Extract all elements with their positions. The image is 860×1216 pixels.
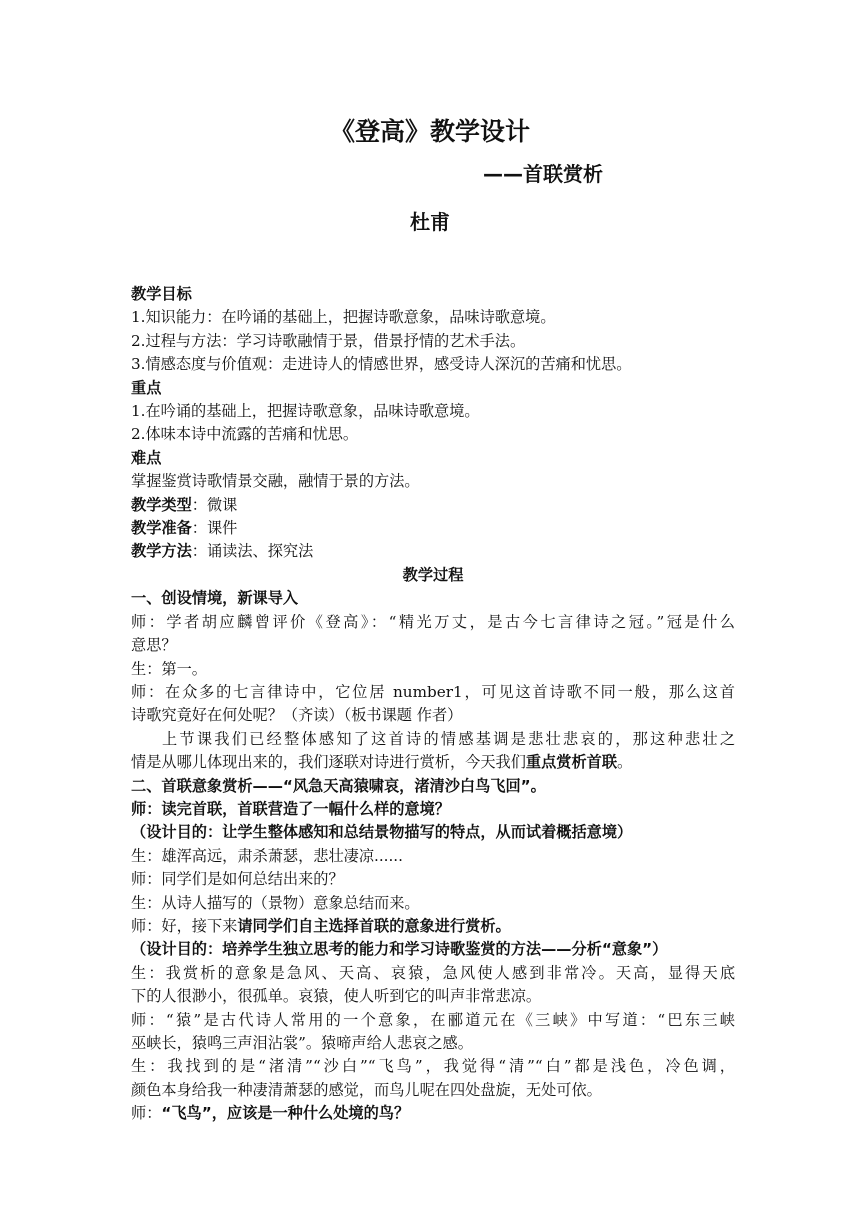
- paragraph-line: 上节课我们已经整体感知了这首诗的情感基调是悲壮悲哀的，那这种悲壮之: [162, 729, 735, 748]
- process-heading: 教学过程: [402, 565, 464, 584]
- teaching-prep-value: ：课件: [191, 519, 238, 538]
- teacher-question: [131, 1102, 735, 1125]
- teacher-question: 师：同学们是如何总结出来的？: [131, 870, 344, 889]
- text-run: 师：: [131, 1104, 162, 1123]
- goal-item: 2.过程与方法：学习诗歌融情于景，借景抒情的艺术手法。: [131, 331, 526, 350]
- emphasis-text: 重点赏析首联: [525, 753, 617, 772]
- section-heading: 二、首联意象赏析——“风急天高猿啸哀，渚清沙白鸟飞回”。: [131, 776, 546, 795]
- section-heading: 一、创设情境，新课导入: [131, 589, 299, 608]
- teacher-question: 师：读完首联，首联营造了一幅什么样的意境？: [131, 799, 450, 818]
- paragraph-line: 生：第一。: [131, 659, 207, 678]
- paragraph-line: 师：在众多的七言律诗中，它位居 number1，可见这首诗歌不同一般，那么这首: [131, 682, 735, 701]
- student-answer: 生：雄浑高远，肃杀萧瑟，悲壮凄凉......: [131, 846, 403, 865]
- document-title: 《登高》教学设计: [329, 117, 530, 146]
- teaching-method: [131, 540, 735, 563]
- paragraph-line: 诗歌究竟好在何处呢？（齐读）（板书课题 作者）: [131, 706, 463, 725]
- author-name: 杜甫: [410, 210, 450, 234]
- document-body: [131, 283, 735, 1126]
- text-run: 情是从哪儿体现出来的，我们逐联对诗进行赏析，今天我们: [131, 753, 526, 772]
- paragraph-line: 颜色本身给我一种凄清萧瑟的感觉，而鸟儿呢在四处盘旋，无处可依。: [131, 1080, 602, 1099]
- text-run: 。: [617, 753, 633, 772]
- key-points-heading: 重点: [131, 378, 162, 397]
- teaching-type-value: ：微课: [191, 495, 238, 514]
- teaching-method-label: 教学方法: [131, 542, 192, 561]
- paragraph-line: 下的人很渺小，很孤单。哀猿，使人听到它的叫声非常悲凉。: [131, 987, 542, 1006]
- goal-item: 3.情感态度与价值观：走进诗人的情感世界，感受诗人深沉的苦痛和忧思。: [131, 355, 632, 374]
- paragraph-line: 巫峡长，猿鸣三声泪沾裳”。猿啼声给人悲哀之感。: [131, 1034, 473, 1052]
- paragraph-line: 意思？: [131, 636, 177, 655]
- goals-heading: 教学目标: [131, 285, 192, 303]
- text-run: 师：好，接下来: [131, 916, 238, 935]
- key-point-item: 1.在吟诵的基础上，把握诗歌意象，品味诗歌意境。: [131, 402, 480, 421]
- teaching-method-value: ：诵读法、探究法: [191, 542, 314, 561]
- difficulty-item: 掌握鉴赏诗歌情景交融，融情于景的方法。: [131, 472, 420, 491]
- design-purpose: （设计目的：培养学生独立思考的能力和学习诗歌鉴赏的方法——分析“意象”）: [131, 940, 668, 959]
- emphasis-text: “飞鸟”，应该是一种什么处境的鸟？: [161, 1104, 410, 1123]
- difficulty-heading: 难点: [131, 448, 162, 467]
- paragraph-line: 生：我赏析的意象是急风、天高、哀猿，急风使人感到非常冷。天高，显得天底: [131, 963, 735, 982]
- emphasis-text: 请同学们自主选择首联的意象进行赏析。: [237, 916, 511, 935]
- student-answer: 生：从诗人描写的（景物）意象总结而来。: [131, 893, 420, 912]
- paragraph-line: 生：我找到的是“渚清”“沙白”“飞鸟”，我觉得“清”“白”都是浅色，冷色调，: [131, 1057, 735, 1076]
- paragraph-line: 师：学者胡应麟曾评价《登高》：“精光万丈，是古今七言律诗之冠。”冠是什么: [131, 612, 735, 631]
- paragraph-line: 师：“猿”是古代诗人常用的一个意象，在郦道元在《三峡》中写道：“巴东三峡: [131, 1010, 735, 1029]
- teaching-prep: [131, 517, 735, 540]
- goal-item: 1.知识能力：在吟诵的基础上，把握诗歌意象，品味诗歌意境。: [131, 308, 556, 327]
- teacher-question: [131, 915, 735, 938]
- teaching-type-label: 教学类型: [131, 495, 192, 514]
- design-purpose: （设计目的：让学生整体感知和总结景物描写的特点，从而试着概括意境）: [131, 823, 633, 842]
- teaching-prep-label: 教学准备: [131, 519, 192, 538]
- paragraph-line: [131, 751, 735, 774]
- teaching-type: [131, 494, 735, 517]
- key-point-item: 2.体味本诗中流露的苦痛和忧思。: [131, 425, 359, 444]
- document-subtitle: ——首联赏析: [483, 162, 603, 186]
